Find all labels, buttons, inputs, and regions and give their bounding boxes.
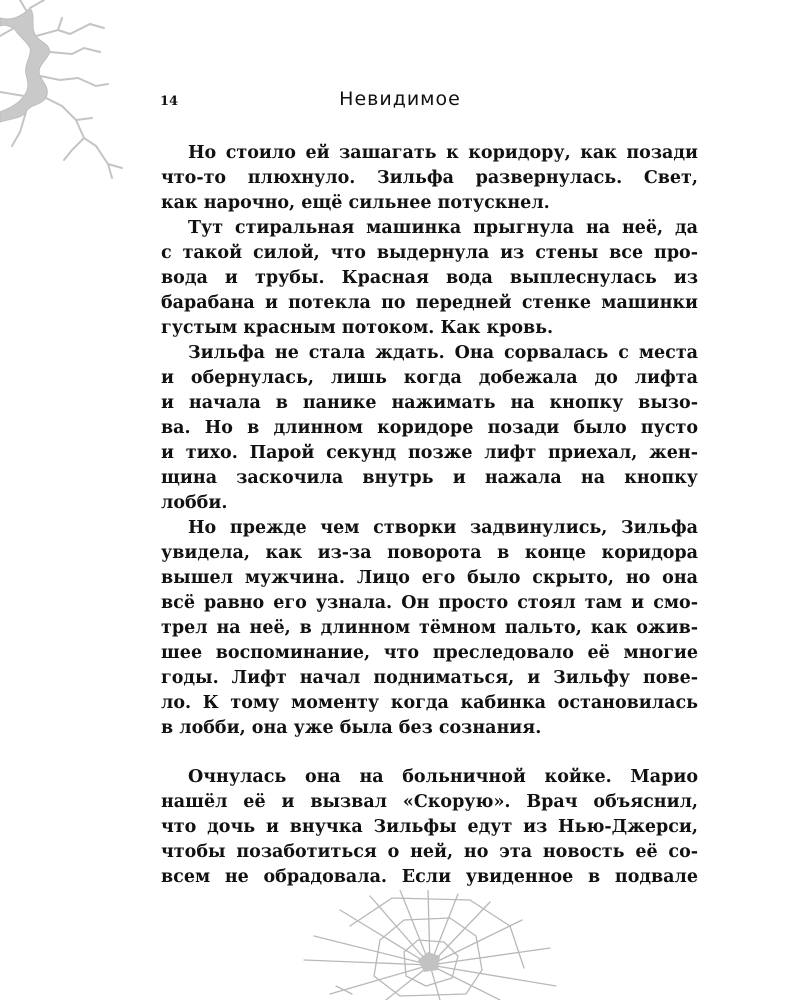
running-title: Невидимое: [339, 88, 461, 110]
page-header: [0, 88, 800, 118]
paragraph: [161, 216, 698, 341]
text-line: увидела, как из-за поворота в конце коридора: [161, 543, 698, 563]
text-line: ва. Но в длинном коридоре позади было пусто: [161, 418, 698, 438]
text-line: чтобы позаботиться о ней, но эта новость её со-: [161, 842, 698, 862]
section-break: [161, 741, 698, 765]
body-text: [161, 141, 698, 890]
text-line: и тихо. Парой секунд позже лифт приехал, жен-: [161, 443, 698, 463]
page-number: 14: [160, 94, 179, 109]
text-line: лобби.: [161, 493, 228, 513]
text-line: и начала в панике нажимать на кнопку вызо-: [161, 393, 698, 413]
text-line: всем не обрадовала. Если увиденное в подвале: [161, 867, 698, 887]
text-line: щина заскочила внутрь и нажала на кнопку: [161, 468, 698, 488]
text-line: с такой силой, что выдернула из стены все про-: [161, 243, 698, 263]
paragraph: [161, 141, 698, 216]
text-line: вода и трубы. Красная вода выплеснулась из: [161, 268, 698, 288]
text-line: нашёл её и вызвал «Скорую». Врач объяснил,: [161, 792, 698, 812]
shattered-glass-decoration-bottom: [300, 890, 560, 1000]
text-line: что-то плюхнуло. Зильфа развернулась. Свет,: [161, 168, 698, 188]
text-line: барабана и потекла по передней стенке машинки: [161, 293, 698, 313]
text-line: вышел мужчина. Лицо его было скрыто, но она: [161, 568, 698, 588]
text-line: Тут стиральная машинка прыгнула на неё, да: [188, 218, 698, 238]
text-line: как нарочно, ещё сильнее потускнел.: [161, 193, 550, 213]
text-line: густым красным потоком. Как кровь.: [161, 318, 554, 338]
paragraph: [161, 765, 698, 890]
text-line: ло. К тому моменту когда кабинка остановилась: [161, 693, 698, 713]
text-line: всё равно его узнала. Он просто стоял там и смо-: [161, 593, 698, 613]
text-line: Зильфа не стала ждать. Она сорвалась с места: [188, 343, 698, 363]
text-line: трел на неё, в длинном тёмном пальто, как ожив-: [161, 618, 698, 638]
paragraph: [161, 341, 698, 516]
text-line: Очнулась она на больничной койке. Марио: [188, 767, 698, 787]
text-line: Но прежде чем створки задвинулись, Зильфа: [188, 518, 698, 538]
text-line: в лобби, она уже была без сознания.: [161, 718, 542, 738]
text-line: годы. Лифт начал подниматься, и Зильфу пове-: [161, 668, 698, 688]
text-line: Но стоило ей зашагать к коридору, как позади: [188, 143, 698, 163]
text-line: что дочь и внучка Зильфы едут из Нью-Джерси,: [161, 817, 698, 837]
paragraph: [161, 516, 698, 741]
text-line: шее воспоминание, что преследовало её многие: [161, 643, 698, 663]
text-line: и обернулась, лишь когда добежала до лифта: [161, 368, 698, 388]
